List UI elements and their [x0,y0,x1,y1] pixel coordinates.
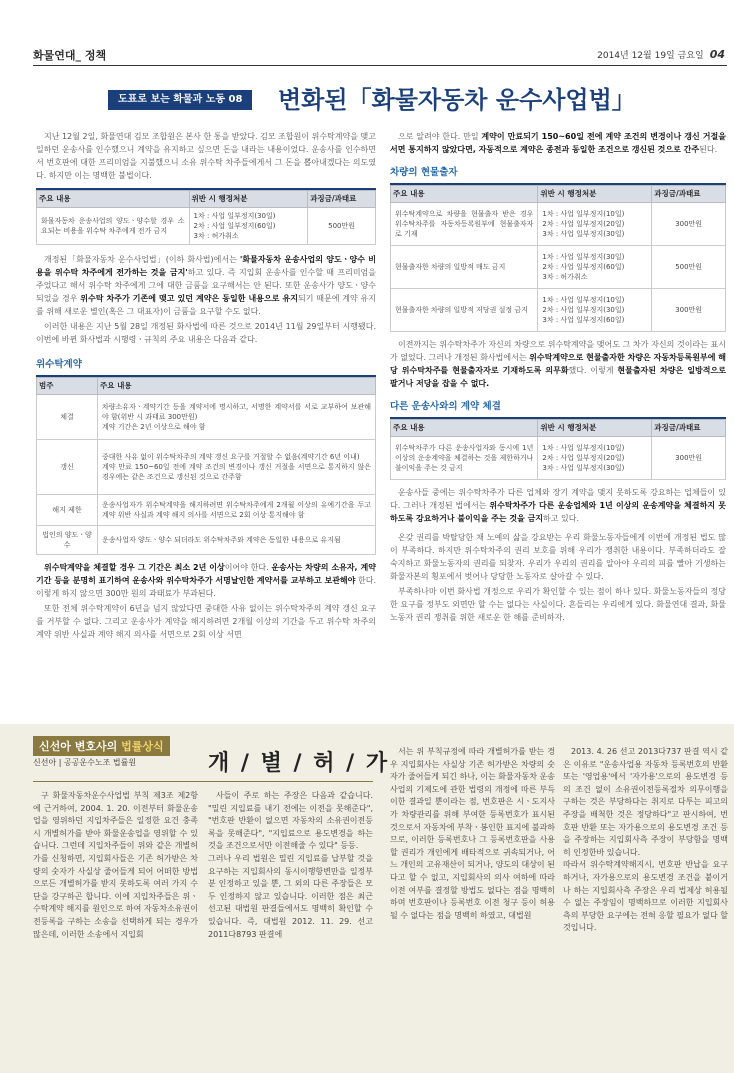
column-text-3: 서는 위 부칙규정에 따라 개별허가를 받는 경우 지입회사는 사실상 기존 허가받은 차량의 숫자가 줄어들게 되긴 하나, 이는 화물자동차 운송사업의 기제도에 관한 법령의 개정에 따른 부득이한 결과일 뿐이라는 점, 번호판은 시ㆍ도지사가 차량관리를 위해 부여한 등록번호가 표시된 것으로서 자동차에 부착ㆍ봉인한 표지에 불과하므로, 이러한 등록번호나 그 등록번호판을 사용할 권리가 개인에게 배타적으로 귀속되거나, 어느 개인의 고유재산이 되거나, 양도의 대상이 된다고 할 수 없고, 지입회사의 의사 여하에 따라 이전 여부를 결정할 방법도 없다는 점을 명백히 하며 번호판이나 등록번호 이전 청구 등이 허용될 수 없다는 점을 명백히 하였고, 대법원 [390,747,555,920]
section-heading-vehicle: 차량의 현물출자 [390,167,458,178]
table-row: 위수탁차주가 다른 운송사업자와 동시에 1년 이상의 운송계약을 체결하는 것을 제한하거나 불이익을 주는 것 금지 1차 : 사업 일부정지(10일) 2차 : 사업 일부정지(20일) 3차 : 사업 일부정지(30일) 300만원 [391,437,726,480]
column-text-1: 구 화물자동차운수사업법 부칙 제3조 제2항에 근거하여, 2004. 1. 20. 이전부터 화물운송업을 영위하던 지입차주들은 일정한 요건 충족시 개별허가를 받아 화물운송업을 영위할 수 있습니다. 그런데 지입차주들이 위와 같은 개별허가를 신청하면, 지입회사들은 기존 허가받은 차량의 숫자가 사실상 줄어들게 되어 어떠한 방법으로든 개별허가를 받지 못하도록 여러 가지 수단을 강구하곤 합니다. 이에 지입차주들은 위ㆍ수탁계약 해지를 원인으로 하여 자동차소유권이전등록을 구하는 소송을 선택하게 되는 경우가 많은데, 이러한 소송에서 지입회 [33,791,198,939]
paragraph-c: 위수탁계약을 체결할 경우 그 기간은 최소 2년 이상이어야 한다. 운송사는 차량의 소유자, 계약기간 등을 분명히 표기하여 운송사와 위수탁차주가 서명날인한 계약서를 교부하고 보관해야 한다. 이렇게 하지 않으면 300만 원의 과태료가 부과된다. [36,563,376,598]
table-row: 법인의 양도ㆍ양수 운송사업자 양도ㆍ양수 되더라도 위수탁차주와 계약은 동일한 내용으로 유지됨 [37,526,376,555]
contract-table: 범주 주요 내용 체결 차량소유자ㆍ계약기간 등을 계약서에 명시하고, 서명한 계약서를 서로 교부하여 보관해야 함(위반 시 과태료 300만원) 계약 기간은 2년 이상으로 해야 함 갱신 중대한 사유 없이 위수탁차주의 계약 갱신 요구를 거절할 수 없음(계약기간 6년 이내) 계약 만료 150~60일 전에 계약 조건의 변경이나 갱신 거절을 서면으로 통지하지 않은 경우에는 같은 조건으로 갱신된 것으로 간주함 해지 제한 운송사업자가 위수탁계약을 해지하려면 위수탁차주에게 2개월 이상의 유예기간을 두고 계약 위반 사실과 계약 해지 의사를 서면으로 2회 이상 통지해야 함 법인의 양도ㆍ양수 운송사업자 양도ㆍ양수 되더라도 위수탁차주와 계약은 동일한 내용으로 유지됨 [36,375,376,555]
paragraph-b: 이러한 내용은 지난 5월 28일 개정된 화사법에 따른 것으로 2014년 11월 29일부터 시행됐다. 이번에 바뀐 화사법과 시행령ㆍ규칙의 주요 내용은 다음과 같다. [36,322,376,344]
table-row: 위수탁계약으로 차량을 현물출자 받은 경우 위수탁차주를 자동차등록원부에 현물출자자로 기재 1차 : 사업 일부정지(10일) 2차 : 사업 일부정지(20일) 3차 : 사업 일부정지(30일) 300만원 [391,203,726,246]
page-header [33,45,727,66]
column-series-title: 신선아 변호사의 법률상식 [33,736,170,756]
paragraph-r2: 이전까지는 위수탁차주가 자신의 차량으로 위수탁계약을 맺어도 그 차가 자신의 것이라는 표시가 없었다. 그러나 개정된 화사법에서는 위수탁계약으로 현물출자한 차량은 자동차등록원부에 해당 위수탁차주를 현물출자자로 기재하도록 의무화했다. 이렇게 현물출자된 차량은 일방적으로 팔거나 저당을 잡을 수 없다. [390,340,726,388]
vehicle-table: 주요 내용 위반 시 행정처분 과징금/과태료 위수탁계약으로 차량을 현물출자 받은 경우 위수탁차주를 자동차등록원부에 현물출자자로 기재 1차 : 사업 일부정지(10일) 2차 : 사업 일부정지(20일) 3차 : 사업 일부정지(30일) 300만원 현물출자한 차량의 일방적 매도 금지 1차 : 사업 일부정지(30일) 2차 : 사업 일부정지(60일) 3차 : 허가취소 500만원 현물출자한 차량의 일방적 저당권 설정 금지 1차 : 사업 일부정지(10일) 2차 : 사업 일부정지(30일) 3차 : 사업 일부정지(60일) 300만원 [390,183,726,332]
left-column [36,130,376,643]
section-label: 화물연대_ 정책 [33,49,107,62]
article-title: 변화된「화물자동차 운수사업법」 [278,86,636,114]
paragraph-r4: 온갖 권리를 박탈당한 채 노예의 삶을 강요받는 우리 화물노동자들에게 이번에 개정된 법도 많이 부족하다. 하지만 위수탁차주의 권리 보호를 위해 우리가 쟁취한 내용이다. 부족하더라도 잘 숙지하고 화물노동자의 권리를 되찾자. 우리가 우리의 권리를 알아야 우리의 피를 빨아 기생하는 화물자본의 횡포에서 벗어나 당당한 노동자로 살아갈 수 있다. [390,533,726,581]
divider [33,781,373,782]
other-carrier-table: 주요 내용 위반 시 행정처분 과징금/과태료 위수탁차주가 다른 운송사업자와 동시에 1년 이상의 운송계약을 체결하는 것을 제한하거나 불이익을 주는 것 금지 1차 : 사업 일부정지(10일) 2차 : 사업 일부정지(20일) 3차 : 사업 일부정지(30일) 300만원 [390,417,726,480]
paragraph-d: 또한 전체 위수탁계약이 6년을 넘지 않았다면 중대한 사유 없이는 위수탁차주의 계약 갱신 요구를 거부할 수 없다. 그리고 운송사가 계약을 해지하려면 2개월 이상의 기간을 두고 위수탁 차주의 계약 위반 사실과 계약 해지 의사를 서면으로 2회 이상 서면 [36,604,376,639]
issue-date: 2014년 12월 19일 금요일 04 [597,48,725,61]
series-banner: 도표로 보는 화물과 노동 08 [108,90,252,110]
column-text-4: 2013. 4. 26 선고 2013다737 판결 역시 같은 이유로 "운송사업용 자동차 등록번호의 반환 또는 '영업용'에서 '자가용'으로의 용도변경 등의 조건 없이 소유권이전등록절차 의무이행을 구하는 것은 부당하다는 취지로 다투는 피고의 주장을 배척한 것은 정당하다"고 판시하여, 번호판 반환 또는 자가용으로의 용도변경 조건 등을 주장하는 지입회사측 주장이 부당함을 명백히 인정한바 있습니다. 따라서 위수탁계약해지시, 번호판 반납을 요구하거나, 자가용으로의 용도변경 조건을 붙이거나 하는 지입회사측 주장은 우리 법제상 허용될 수 없는 주장임이 명백하므로 이러한 지입회사측의 부당한 요구에는 전혀 응할 필요가 없다 할 것입니다. [563,747,728,933]
table-row: 현물출자한 차량의 일방적 저당권 설정 금지 1차 : 사업 일부정지(10일) 2차 : 사업 일부정지(30일) 3차 : 사업 일부정지(60일) 300만원 [391,289,726,332]
table-row: 화물자동차 운송사업의 양도ㆍ양수할 경우 소요되는 비용을 위수탁 차주에게 전가 금지 1차 : 사업 일부정지(30일) 2차 : 사업 일부정지(60일) 3차 : 허가취소 500만원 [37,208,376,245]
column-author: 신선아 | 공공운수노조 법률원 [33,758,137,767]
paragraph-r1: 으로 알려야 한다. 만일 계약이 만료되기 150~60일 전에 계약 조건의 변경이나 갱신 거절을 서면 통지하지 않았다면, 자동적으로 계약은 종전과 동일한 조건으로 갱신된 것으로 간주된다. [390,132,726,154]
right-column [390,130,726,626]
paragraph-a: 개정된「화물자동차 운수사업법」(이하 화사법)에서는 '화물자동차 운송사업의 양도ㆍ양수 비용을 위수탁 차주에게 전가하는 것을 금지'하고 있다. 즉 지입회 운송사를 인수할 때 프리미엄을 주었다고 해서 위수탁 차주에게 그에 대한 금품을 요구해서는 안 된다. 또한 운송사가 양도ㆍ양수되었을 경우 위수탁 차주가 기존에 맺고 있던 계약은 동일한 내용으로 유지되기 때문에 계약 유지를 위해 새로운 별인(혹은 그 대표자)이 금품을 요구할 수도 없다. [36,255,377,316]
table-row: 체결 차량소유자ㆍ계약기간 등을 계약서에 명시하고, 서명한 계약서를 서로 교부하여 보관해야 함(위반 시 과태료 300만원) 계약 기간은 2년 이상으로 해야 함 [37,395,376,440]
column-text-2: 사들이 주로 하는 주장은 다음과 같습니다. "밀린 지입료를 내기 전에는 이전을 못해준다", "번호판 반환이 없으면 자동차의 소유권이전등록을 못해준다", "지입료으로 용도변경을 하는 것을 조건으로서만 이전해줄 수 있다" 등등. 그러나 우리 법원은 밀린 지입료를 납부할 것을 요구하는 지입회사의 동시이행항변만을 일정부분 인정하고 있을 뿐, 그 외의 다른 주장들은 모두 인정하지 않고 있습니다. 이러한 점은 최근 선고된 대법원 판결들에서도 명백히 확인할 수 있습니다. 즉, 대법원 2012. 11. 29. 선고 2011다8793 판결에 [208,791,373,939]
table-row: 갱신 중대한 사유 없이 위수탁차주의 계약 갱신 요구를 거절할 수 없음(계약기간 6년 이내) 계약 만료 150~60일 전에 계약 조건의 변경이나 갱신 거절을 서면으로 통지하지 않은 경우에는 같은 조건으로 갱신된 것으로 간주함 [37,440,376,495]
section-heading-other-carrier: 다른 운송사와의 계약 체결 [390,401,501,412]
table-row: 해지 제한 운송사업자가 위수탁계약을 해지하려면 위수탁차주에게 2개월 이상의 유예기간을 두고 계약 위반 사실과 계약 해지 의사를 서면으로 2회 이상 통지해야 함 [37,495,376,526]
intro-paragraph: 지난 12월 2일, 화물연대 김모 조합원은 본사 한 통을 받았다. 김모 조합원이 위수탁계약을 맺고 일하던 운송사를 인수했으니 계약을 유지하고 싶으면 돈을 내라는 내용이었다. 운송사를 인수하면서 번호판에 대한 프리미엄을 지불했으니 소유 위수탁 차주들에게서 그 돈을 뽑아내겠다는 의도였다. 하지만 이는 명백한 불법이다. [36,132,376,180]
transfer-table: 주요 내용 위반 시 행정처분 과징금/과태료 화물자동차 운송사업의 양도ㆍ양수할 경우 소요되는 비용을 위수탁 차주에게 전가 금지 1차 : 사업 일부정지(30일) 2차 : 사업 일부정지(60일) 3차 : 허가취소 500만원 [36,188,376,245]
column-headline: 개 / 별 / 허 / 가 [208,751,390,776]
section-heading-contract: 위수탁계약 [36,359,82,370]
page-number: 04 [709,48,725,61]
paragraph-r3: 운송사들 중에는 위수탁차주가 다른 업체와 장기 계약을 맺지 못하도록 강요하는 업체들이 있다. 그러나 개정된 법에서는 위수탁차주가 다른 운송업체와 1년 이상의 운송계약을 체결하지 못하도록 강요하거나 불이익을 주는 것을 금지하고 있다. [390,488,727,523]
paragraph-r5: 부족하나마 이번 화사법 개정으로 우리가 확인할 수 있는 점이 하나 있다. 화물노동자들의 정당한 요구를 정부도 외면만 할 수는 없다는 사실이다. 흔들리는 우리에게 있다. 화물연대 결과, 화물노동자 권리 쟁취를 위한 새로운 한 해를 준비하자. [390,587,726,622]
table-row: 현물출자한 차량의 일방적 매도 금지 1차 : 사업 일부정지(30일) 2차 : 사업 일부정지(60일) 3차 : 허가취소 500만원 [391,246,726,289]
